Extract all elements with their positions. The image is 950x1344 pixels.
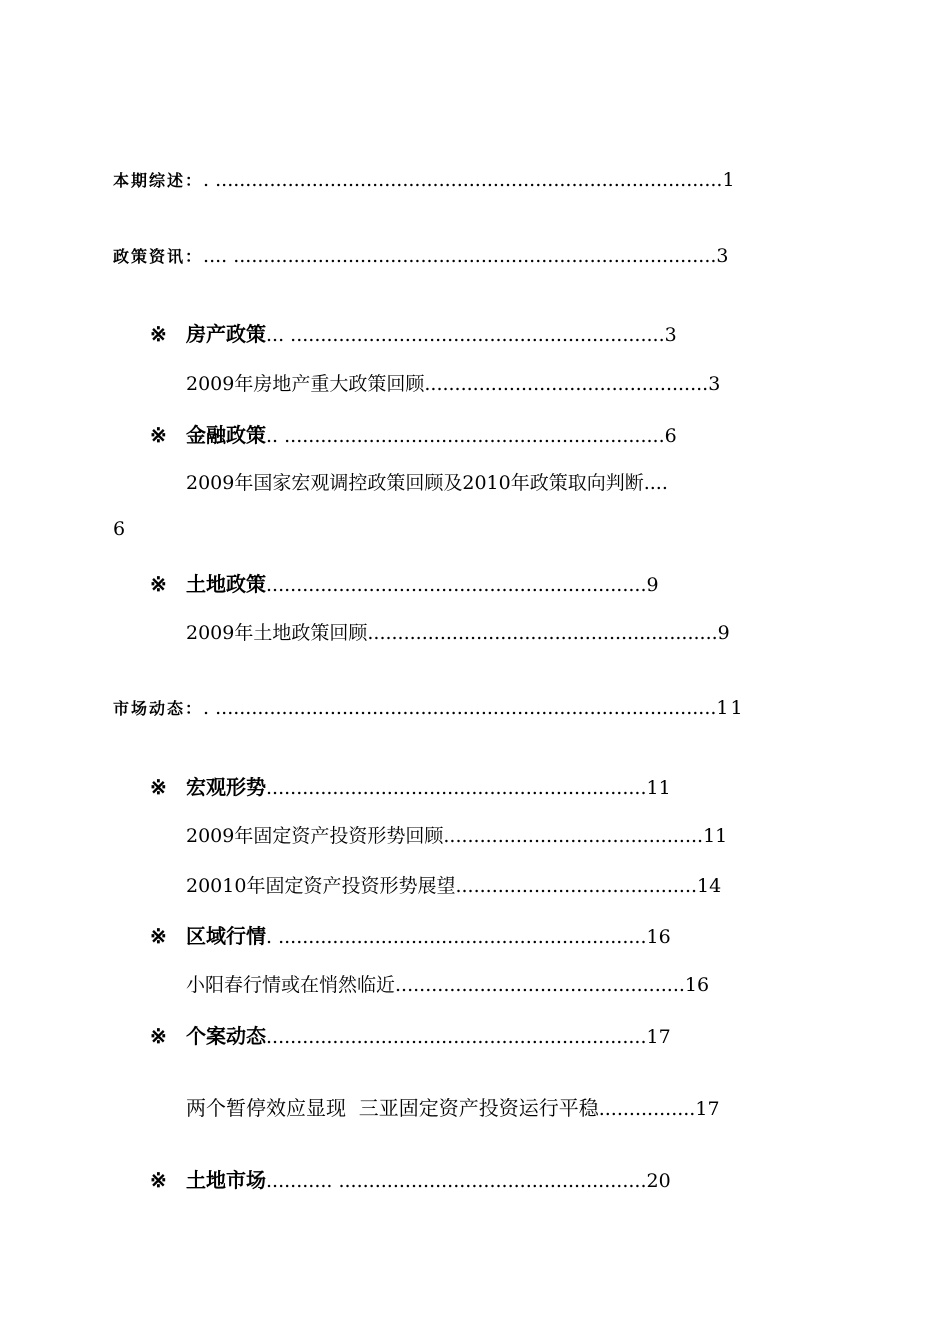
toc-section-policy[interactable] — [113, 244, 731, 267]
toc-item-spring-market[interactable] — [186, 970, 709, 997]
toc-sub-title: 个案动态 — [186, 1024, 266, 1048]
toc-page-number: 16 — [684, 974, 710, 996]
toc-leader: . ............................................................. — [266, 926, 647, 948]
toc-sub-title: 土地市场 — [186, 1168, 266, 1192]
toc-leader: ........................................... — [443, 825, 704, 847]
toc-page-number: 11 — [716, 697, 745, 719]
toc-leader: ................................................ — [395, 974, 685, 996]
toc-item-title: 2009年土地政策回顾 — [186, 622, 368, 644]
toc-page-number: 17 — [646, 1026, 671, 1048]
toc-item-2009-macro-policy[interactable] — [186, 468, 668, 495]
toc-page-number: 16 — [646, 926, 671, 948]
toc-item-2009-real-estate-policy[interactable] — [186, 369, 720, 396]
toc-item-2010-fixed-asset-outlook[interactable] — [186, 871, 721, 898]
toc-page-number: 3 — [708, 373, 721, 395]
toc-section-title: 市场动态 — [113, 699, 186, 718]
toc-leader: .... ................................................................................ — [203, 245, 717, 267]
toc-page-number: 9 — [717, 622, 730, 644]
toc-leader: ............................................................... — [266, 574, 647, 596]
toc-item-sanya-investment[interactable] — [186, 1092, 720, 1121]
toc-sub-title: 土地政策 — [186, 572, 266, 596]
toc-leader: ... .............................................................. — [266, 324, 665, 346]
reference-mark-icon: ※ — [150, 924, 167, 948]
toc-sub-land-market[interactable] — [150, 1164, 671, 1193]
toc-sub-title: 区域行情 — [186, 924, 266, 948]
toc-leader: ........... .................................................. — [266, 1170, 641, 1192]
toc-sub-housing-policy[interactable] — [150, 318, 677, 347]
toc-sub-land-policy[interactable] — [150, 568, 659, 597]
toc-sub-macro-situation[interactable] — [150, 771, 671, 800]
toc-item-title: 2009年房地产重大政策回顾 — [186, 373, 425, 395]
toc-page-number: 11 — [703, 825, 728, 847]
toc-leader: .......................................................... — [367, 622, 718, 644]
toc-item-title: 2009年国家宏观调控政策回顾及2010年政策取向判断 — [186, 472, 644, 494]
toc-item-title: 2009年固定资产投资形势回顾 — [186, 825, 444, 847]
toc-item-title: 小阳春行情或在悄然临近 — [186, 974, 396, 996]
toc-page-number: 6 — [664, 425, 677, 447]
toc-leader: ............................................... — [424, 373, 709, 395]
toc-page-number: 14 — [697, 875, 722, 897]
reference-mark-icon: ※ — [150, 322, 167, 346]
reference-mark-icon: ※ — [150, 423, 167, 447]
reference-mark-icon: ※ — [150, 572, 167, 596]
reference-mark-icon: ※ — [150, 775, 167, 799]
toc-section-title: 政策资讯 — [113, 247, 186, 266]
toc-leader: .... — [643, 472, 668, 494]
toc-leader: ................ — [598, 1098, 696, 1120]
toc-page-number: 9 — [646, 574, 659, 596]
toc-item-title: 两个暂停效应显现 三亚固定资产投资运行平稳 — [186, 1096, 599, 1120]
toc-page-number: 6 — [113, 518, 126, 540]
toc-leader: . ................................................................................... — [203, 697, 717, 719]
toc-leader: ............................................................... — [266, 777, 647, 799]
toc-item-title: 20010年固定资产投资形势展望 — [186, 875, 456, 897]
toc-page-number: 11 — [646, 777, 671, 799]
toc-leader: ............................................................... — [266, 1026, 647, 1048]
toc-section-market[interactable] — [113, 696, 745, 719]
toc-section-overview[interactable] — [113, 168, 737, 191]
toc-page-number: 17 — [695, 1098, 720, 1120]
toc-page-number: 3 — [664, 324, 677, 346]
toc-sub-financial-policy[interactable] — [150, 419, 677, 448]
toc-page-number: 1 — [722, 169, 737, 191]
toc-leader: .. ............................................................... — [266, 425, 665, 447]
toc-sub-case-dynamics[interactable] — [150, 1020, 671, 1049]
toc-item-2009-fixed-asset-review[interactable] — [186, 821, 727, 848]
reference-mark-icon: ※ — [150, 1168, 167, 1192]
toc-section-sep: ： — [185, 171, 204, 190]
toc-page-number: .20 — [640, 1170, 671, 1192]
toc-section-title: 本期综述 — [113, 171, 186, 190]
toc-sub-title: 房产政策 — [186, 322, 266, 346]
toc-section-sep: ： — [185, 699, 204, 718]
toc-leader: . .................................................................................... — [203, 169, 723, 191]
toc-section-sep: ： — [185, 247, 204, 266]
toc-wrapped-page-number[interactable] — [113, 518, 125, 540]
toc-sub-regional-market[interactable] — [150, 920, 671, 949]
toc-sub-title: 宏观形势 — [186, 775, 266, 799]
toc-item-2009-land-policy[interactable] — [186, 618, 730, 645]
toc-leader: ........................................ — [455, 875, 698, 897]
reference-mark-icon: ※ — [150, 1024, 167, 1048]
toc-sub-title: 金融政策 — [186, 423, 266, 447]
toc-page-number: 3 — [716, 245, 731, 267]
